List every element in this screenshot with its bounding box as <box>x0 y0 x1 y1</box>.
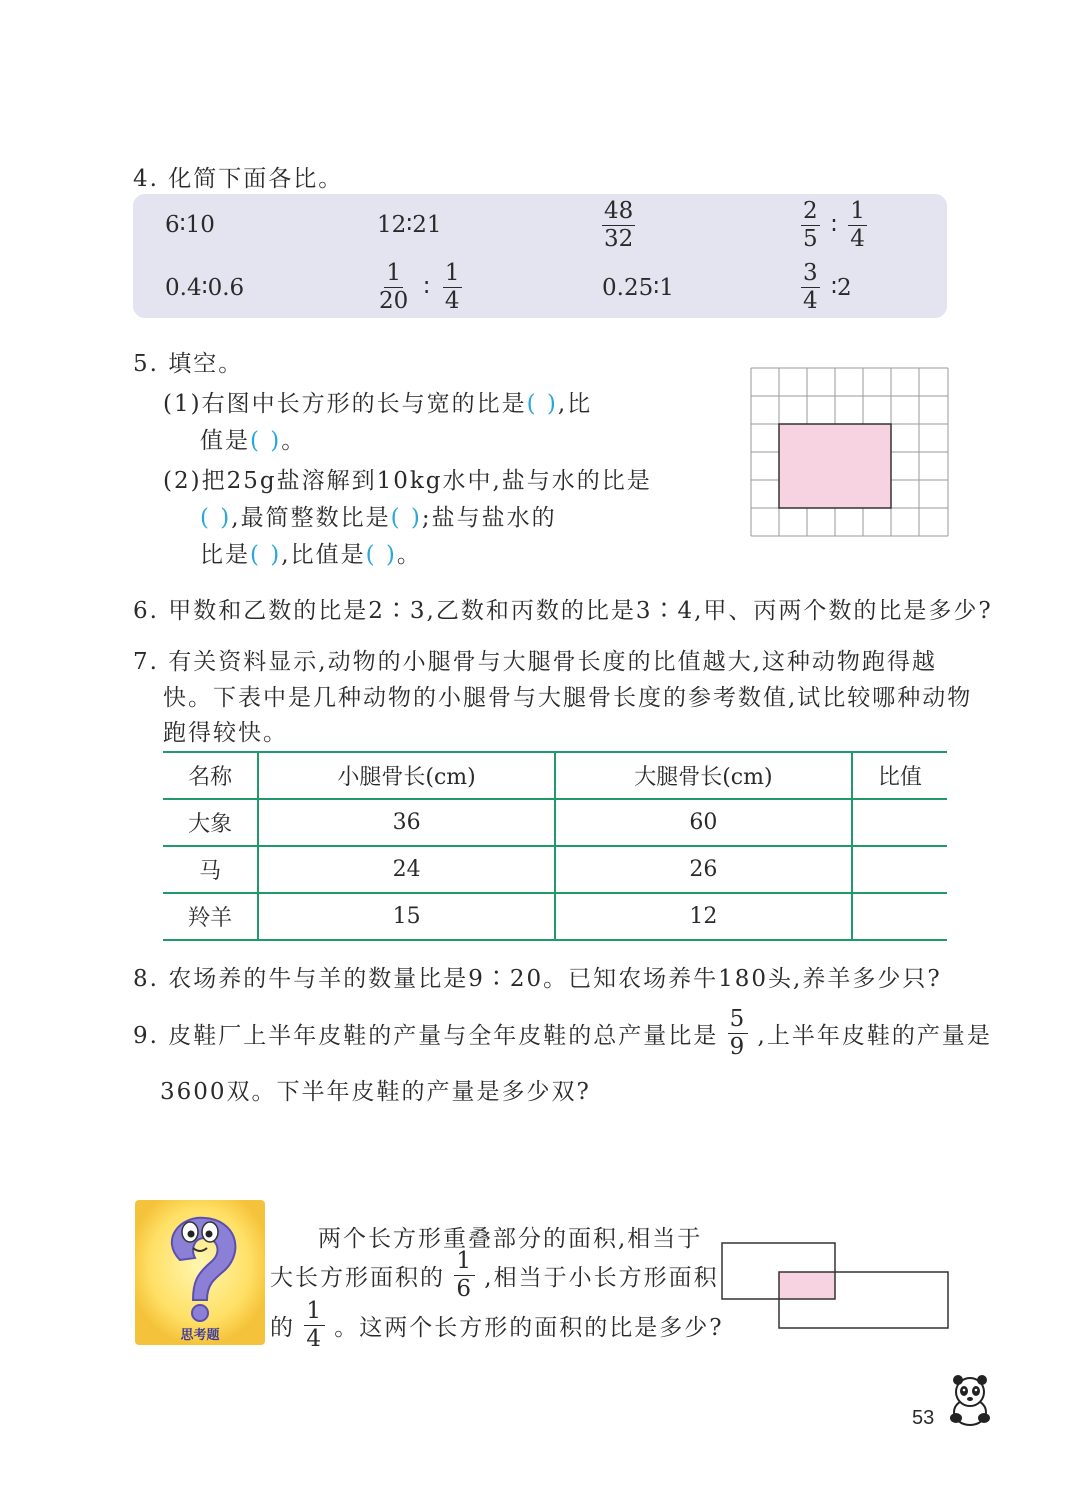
q9-line2: 3600双。下半年皮鞋的产量是多少双? <box>160 1079 591 1105</box>
q9-line1: 9. 皮鞋厂上半年皮鞋的产量与全年皮鞋的总产量比是 $\frac{5}{9}$ ,上半年皮鞋的产量是 <box>133 1006 992 1060</box>
table-row <box>163 893 947 940</box>
fraction-5-9: $\frac{5}{9}$ <box>729 1006 747 1060</box>
fraction-1-6: $\frac{1}{6}$ <box>456 1248 473 1302</box>
table-row <box>163 846 947 893</box>
cell-ratio-input[interactable] <box>852 799 947 846</box>
think-line3: 的 $\frac{1}{4}$ 。这两个长方形的面积的比是多少? <box>270 1298 724 1352</box>
overlap-area <box>779 1272 835 1299</box>
header-name: 名称 <box>163 752 258 799</box>
think-line2: 大长方形面积的 $\frac{1}{6}$ ,相当于小长方形面积 <box>270 1248 719 1302</box>
cell-name: 马 <box>163 846 258 893</box>
answer-blank-6[interactable]: ( ) <box>365 542 397 568</box>
cell-thigh: 26 <box>555 846 852 893</box>
overlap-rectangles-figure <box>720 1240 952 1332</box>
panda-icon <box>942 1372 998 1428</box>
cell-ratio-input[interactable] <box>852 846 947 893</box>
q5-part1-line1: (1)右图中长方形的长与宽的比是( ),比 <box>163 391 593 417</box>
cell-name: 大象 <box>163 799 258 846</box>
ratio-3-4-to-2: $\frac{3}{4}$ ∶2 <box>803 260 852 314</box>
cell-name: 羚羊 <box>163 893 258 940</box>
q7-line2: 快。下表中是几种动物的小腿骨与大腿骨长度的参考数值,试比较哪种动物 <box>163 685 973 711</box>
cell-shin: 15 <box>258 893 555 940</box>
ratio-12-21: 12∶21 <box>377 212 442 238</box>
think-line1: 两个长方形重叠部分的面积,相当于 <box>318 1226 703 1252</box>
answer-blank-3[interactable]: ( ) <box>200 505 232 531</box>
q5-part2-line3: 比是( ),比值是( )。 <box>200 542 422 568</box>
q4-title: 4. 化简下面各比。 <box>133 166 344 192</box>
think-label: 思考题 <box>180 1328 220 1343</box>
q5-part2-line2: ( ),最简整数比是( );盐与盐水的 <box>200 505 557 531</box>
ratio-2-5-to-1-4: $\frac{2}{5}$ ∶ $\frac{1}{4}$ <box>803 198 865 252</box>
ratio-1-20-to-1-4: $\frac{1}{20}$ ∶ $\frac{1}{4}$ <box>379 260 460 314</box>
answer-blank-1[interactable]: ( ) <box>526 391 558 417</box>
cell-thigh: 12 <box>555 893 852 940</box>
fraction-1-4: $\frac{1}{4}$ <box>306 1298 323 1352</box>
cell-thigh: 60 <box>555 799 852 846</box>
animal-bone-table <box>163 751 947 941</box>
q7-line1: 7. 有关资料显示,动物的小腿骨与大腿骨长度的比值越大,这种动物跑得越 <box>133 649 937 675</box>
answer-blank-4[interactable]: ( ) <box>390 505 422 531</box>
q8-text: 8. 农场养的牛与羊的数量比是9∶20。已知农场养牛180头,养羊多少只? <box>133 966 942 992</box>
grid-rectangle-figure <box>750 367 950 539</box>
q7-line3: 跑得较快。 <box>163 720 288 746</box>
q5-part1-line2: 值是( )。 <box>200 428 307 454</box>
pink-rectangle <box>779 424 891 508</box>
cell-shin: 24 <box>258 846 555 893</box>
ratio-0.4-0.6: 0.4∶0.6 <box>165 275 245 301</box>
page-number: 53 <box>912 1407 935 1429</box>
q5-part2-line1: (2)把25g盐溶解到10kg水中,盐与水的比是 <box>163 468 652 494</box>
q6-text: 6. 甲数和乙数的比是2∶3,乙数和丙数的比是3∶4,甲、丙两个数的比是多少? <box>133 598 993 624</box>
table-header-row <box>163 752 947 799</box>
question-mascot-icon <box>135 1200 265 1345</box>
answer-blank-2[interactable]: ( ) <box>250 428 282 454</box>
answer-blank-5[interactable]: ( ) <box>250 542 282 568</box>
ratio-box <box>133 194 947 318</box>
cell-ratio-input[interactable] <box>852 893 947 940</box>
ratio-6-10: 6∶10 <box>165 212 215 238</box>
cell-shin: 36 <box>258 799 555 846</box>
header-shin: 小腿骨长(cm) <box>258 752 555 799</box>
ratio-48-32: $\frac{48}{32}$ <box>604 198 634 252</box>
header-thigh: 大腿骨长(cm) <box>555 752 852 799</box>
table-row <box>163 799 947 846</box>
q5-title: 5. 填空。 <box>133 351 244 377</box>
header-ratio: 比值 <box>852 752 947 799</box>
ratio-0.25-1: 0.25∶1 <box>602 275 674 301</box>
